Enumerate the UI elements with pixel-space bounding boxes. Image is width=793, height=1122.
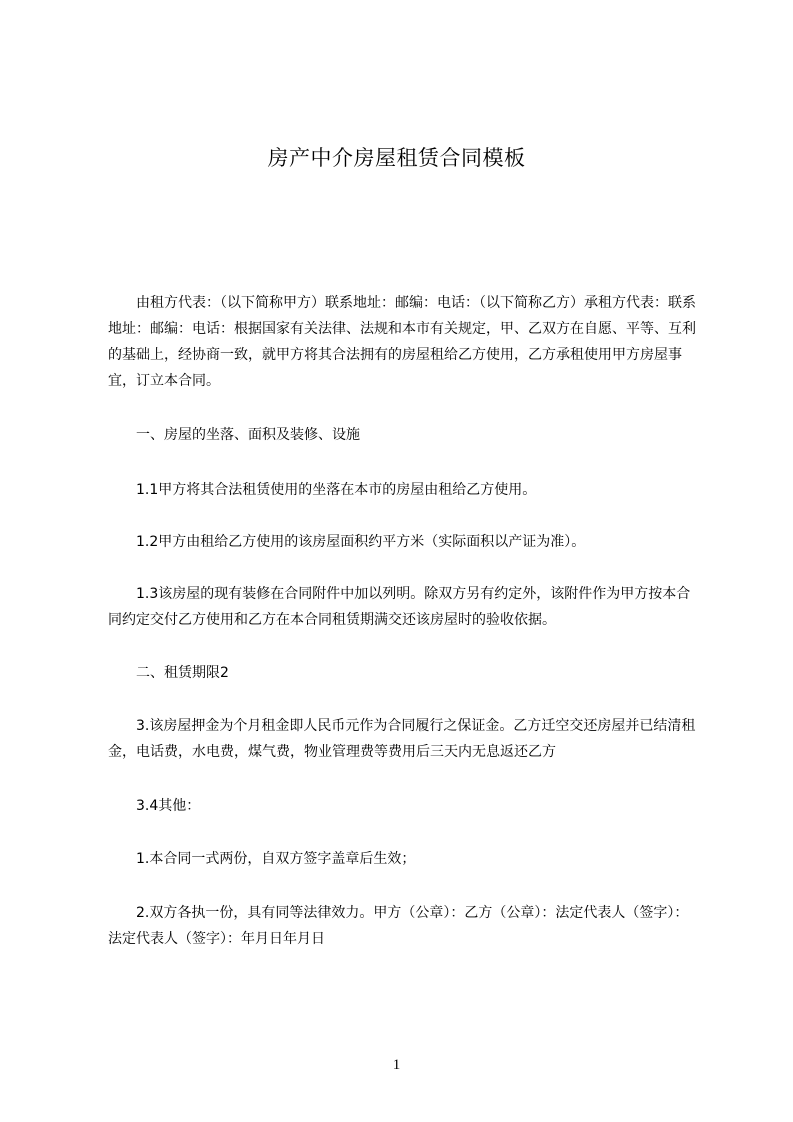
section-1-heading: 一、房屋的坐落、面积及装修、设施	[136, 427, 360, 443]
clause-1-3: 1.3该房屋的现有装修在合同附件中加以列明。除双方另有约定外，该附件作为甲方按本合同约定交付乙方使用和乙方在本合同租赁期满交还该房屋时的验收依据。	[108, 586, 691, 628]
clause-3-4: 3.4其他：	[136, 798, 201, 814]
clause-1-2: 1.2甲方由租给乙方使用的该房屋面积约平方米（实际面积以产证为准）。	[136, 534, 586, 550]
intro-paragraph: 由租方代表：（以下简称甲方）联系地址：邮编：电话：（以下简称乙方）承租方代表：联系地址：邮编：电话：根据国家有关法律、法规和本市有关规定，甲、乙双方在自愿、平等、互利的基础上，经协商一致，就甲方将其合法拥有的房屋租给乙方使用，乙方承租使用甲方房屋事宜，订立本合同。	[108, 295, 696, 389]
page-number: 1	[392, 1057, 401, 1073]
document-title: 房产中介房屋租赁合同模板	[267, 146, 526, 170]
other-item-1: 1.本合同一式两份，自双方签字盖章后生效；	[136, 851, 416, 867]
clause-3: 3.该房屋押金为个月租金即人民币元作为合同履行之保证金。乙方迁空交还房屋并已结清租金，电话费，水电费，煤气费，物业管理费等费用后三天内无息返还乙方	[108, 718, 696, 760]
section-2-heading: 二、租赁期限2	[136, 665, 229, 681]
clause-1-1: 1.1甲方将其合法租赁使用的坐落在本市的房屋由租给乙方使用。	[136, 482, 537, 498]
other-item-2: 2.双方各执一份，具有同等法律效力。甲方（公章）：乙方（公章）：法定代表人（签字）：法定代表人（签字）：年月日年月日	[108, 905, 689, 947]
